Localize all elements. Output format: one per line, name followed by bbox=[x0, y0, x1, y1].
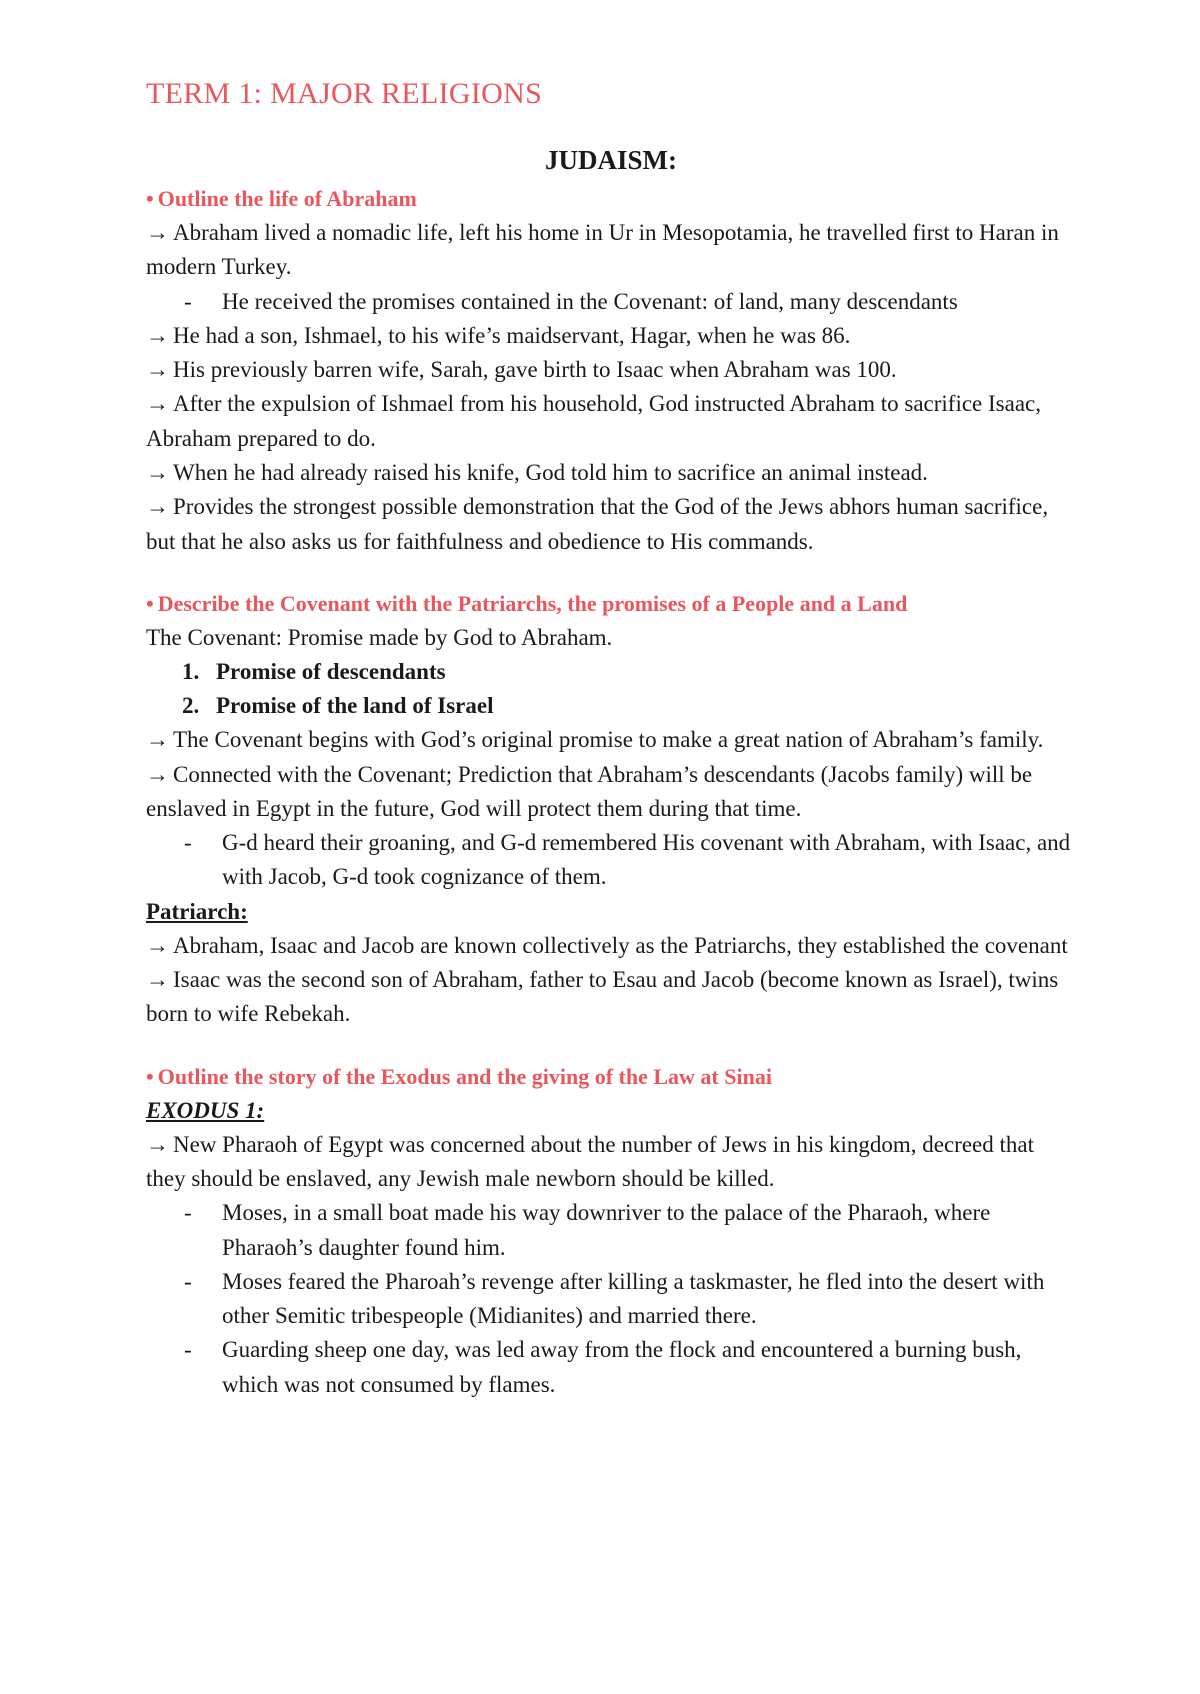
heading-text: Describe the Covenant with the Patriarchs, the promises of a People and a Land bbox=[157, 590, 908, 616]
subheading-patriarch: Patriarch: bbox=[146, 898, 248, 924]
dash-icon: - bbox=[184, 288, 192, 314]
dash-item-text: G-d heard their groaning, and G-d remembered His covenant with Abraham, with Isaac, and with Jacob, G-d took cognizance of them. bbox=[222, 830, 1071, 890]
dash-icon: - bbox=[184, 1337, 192, 1363]
numbered-item bbox=[182, 689, 1076, 723]
paragraph-text: Abraham, Isaac and Jacob are known collectively as the Patriarchs, they established the covenant bbox=[173, 932, 1068, 958]
numbered-item-text: Promise of the land of Israel bbox=[216, 693, 494, 719]
dash-icon: - bbox=[184, 830, 192, 856]
paragraph-text: After the expulsion of Ishmael from his household, God instructed Abraham to sacrifice Isaac, Abraham prepared to do. bbox=[146, 391, 1042, 451]
dash-icon: - bbox=[184, 1200, 192, 1226]
document-content bbox=[146, 70, 1076, 1402]
dash-item-text: Guarding sheep one day, was led away from the flock and encountered a burning bush, which was not consumed by flames. bbox=[222, 1337, 1022, 1397]
paragraph-text: His previously barren wife, Sarah, gave birth to Isaac when Abraham was 100. bbox=[173, 357, 897, 383]
arrow-icon: → bbox=[146, 932, 169, 958]
numbered-item-text: Promise of descendants bbox=[216, 659, 446, 685]
paragraph bbox=[146, 1128, 1076, 1197]
spacer bbox=[146, 559, 1076, 587]
dash-item-text: He received the promises contained in the Covenant: of land, many descendants bbox=[222, 288, 958, 314]
dash-item bbox=[184, 285, 1076, 319]
subheading-exodus-1: EXODUS 1: bbox=[146, 1097, 265, 1123]
paragraph-text: When he had already raised his knife, God told him to sacrifice an animal instead. bbox=[173, 460, 928, 486]
paragraph bbox=[146, 758, 1076, 827]
paragraph bbox=[146, 723, 1076, 757]
bullet-icon: • bbox=[146, 186, 154, 211]
paragraph-text: New Pharaoh of Egypt was concerned about the number of Jews in his kingdom, decreed that they should be enslaved, any Jewish male newborn should be killed. bbox=[146, 1131, 1034, 1191]
arrow-icon: → bbox=[146, 322, 169, 348]
arrow-icon: → bbox=[146, 391, 169, 417]
paragraph bbox=[146, 387, 1076, 456]
paragraph bbox=[146, 963, 1076, 1032]
paragraph bbox=[146, 216, 1076, 285]
dash-icon: - bbox=[184, 1268, 192, 1294]
heading-text: Outline the story of the Exodus and the giving of the Law at Sinai bbox=[157, 1063, 772, 1089]
paragraph-text: Provides the strongest possible demonstration that the God of the Jews abhors human sacrifice, but that he also asks us for faithfulness and obedience to His commands. bbox=[146, 494, 1049, 554]
dash-item-text: Moses, in a small boat made his way downriver to the palace of the Pharaoh, where Pharaoh’s daughter found him. bbox=[222, 1200, 991, 1260]
bullet-icon: • bbox=[146, 1063, 154, 1089]
dash-item-text: Moses feared the Pharoah’s revenge after killing a taskmaster, he fled into the desert with other Semitic tribespeople (Midianites) and married there. bbox=[222, 1268, 1045, 1329]
bullet-icon: • bbox=[146, 590, 154, 616]
paragraph bbox=[146, 353, 1076, 387]
arrow-icon: → bbox=[146, 460, 169, 486]
term-title: TERM 1: MAJOR RELIGIONS bbox=[146, 77, 543, 110]
paragraph: The Covenant: Promise made by God to Abraham. bbox=[146, 624, 613, 650]
dash-item bbox=[184, 1333, 1076, 1402]
arrow-icon: → bbox=[146, 220, 169, 245]
section-heading-exodus bbox=[146, 1060, 1076, 1094]
paragraph bbox=[146, 319, 1076, 353]
paragraph-text: The Covenant begins with God’s original promise to make a great nation of Abraham’s family. bbox=[173, 727, 1044, 753]
section-title: JUDAISM: bbox=[545, 145, 677, 175]
paragraph-text: Isaac was the second son of Abraham, father to Esau and Jacob (become known as Israel), twins born to wife Rebekah. bbox=[146, 967, 1059, 1027]
numbered-item bbox=[182, 655, 1076, 689]
item-number: 2. bbox=[182, 693, 200, 719]
paragraph bbox=[146, 929, 1076, 963]
dash-item bbox=[184, 826, 1076, 895]
heading-text: Outline the life of Abraham bbox=[157, 186, 417, 211]
arrow-icon: → bbox=[146, 1131, 169, 1157]
paragraph-text: He had a son, Ishmael, to his wife’s maidservant, Hagar, when he was 86. bbox=[173, 322, 851, 348]
spacer bbox=[146, 1032, 1076, 1060]
arrow-icon: → bbox=[146, 761, 169, 787]
paragraph-text: Abraham lived a nomadic life, left his home in Ur in Mesopotamia, he travelled first to Haran in modern Turkey. bbox=[146, 220, 1059, 280]
arrow-icon: → bbox=[146, 967, 169, 993]
paragraph-text: Connected with the Covenant; Prediction that Abraham’s descendants (Jacobs family) will be enslaved in Egypt in the future, God will protect them during that time. bbox=[146, 761, 1033, 821]
dash-item bbox=[184, 1265, 1076, 1334]
item-number: 1. bbox=[182, 659, 200, 685]
arrow-icon: → bbox=[146, 357, 169, 383]
arrow-icon: → bbox=[146, 727, 169, 753]
arrow-icon: → bbox=[146, 494, 169, 520]
dash-item bbox=[184, 1196, 1076, 1265]
paragraph bbox=[146, 456, 1076, 490]
section-heading-covenant bbox=[146, 587, 1076, 621]
paragraph bbox=[146, 490, 1076, 559]
section-heading-abraham bbox=[146, 182, 1076, 216]
